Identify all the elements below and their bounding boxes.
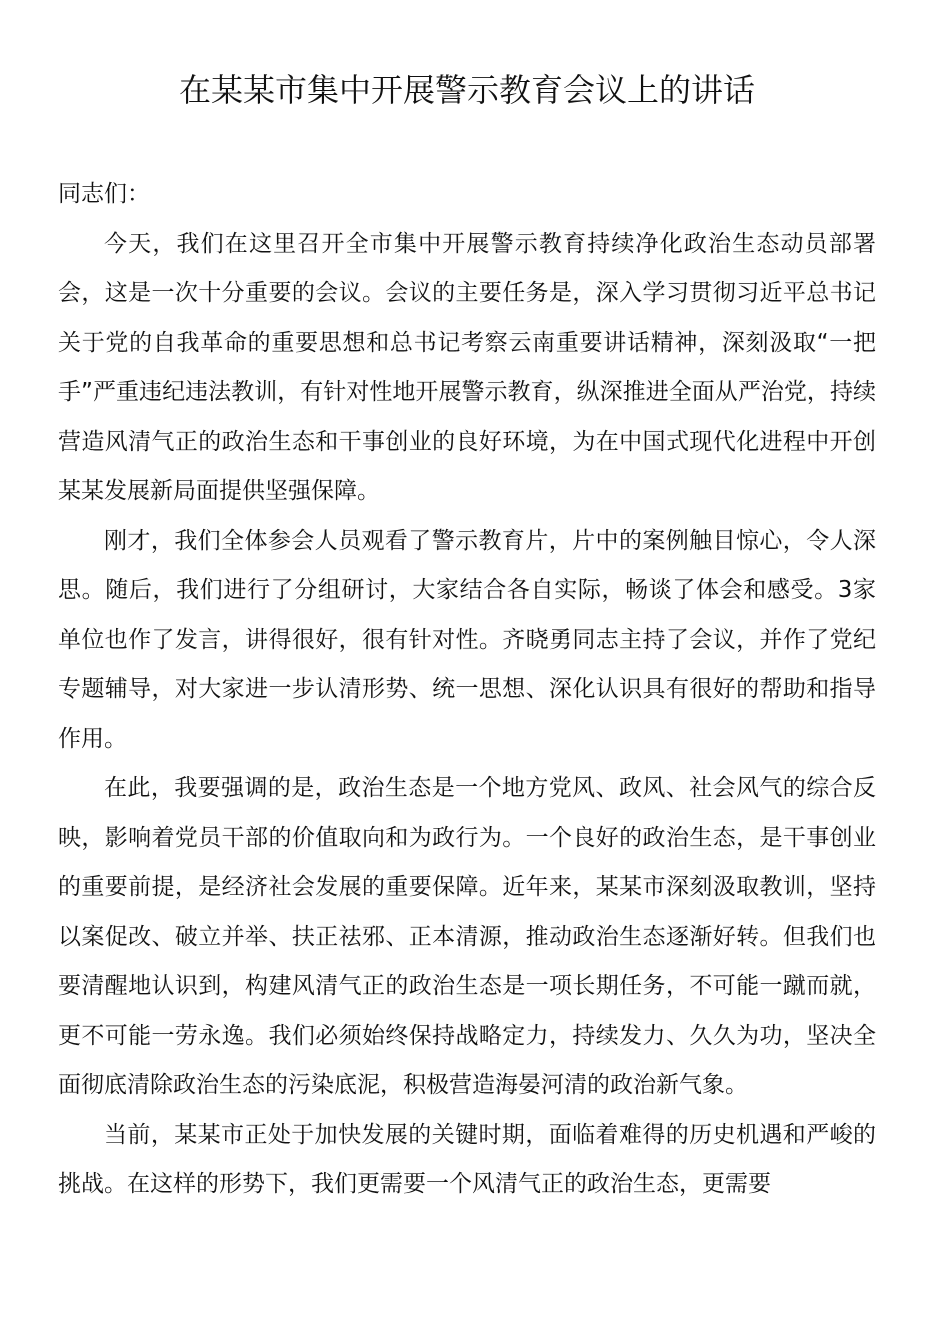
salutation: 同志们： bbox=[58, 181, 150, 207]
paragraph-3: 在此，我要强调的是，政治生态是一个地方党风、政风、社会风气的综合反映，影响着党员干部的价值取向和为政行为。一个良好的政治生态，是干事创业的重要前提，是经济社会发展的重要保障。近年来，某某市深刻汲取教训，坚持以案促改、破立并举、扶正祛邪、正本清源，推动政治生态逐渐好转。但我们也要清醒地认识到，构建风清气正的政治生态是一项长期任务，不可能一蹴而就，更不可能一劳永逸。我们必须始终保持战略定力，持续发力、久久为功，坚决全面彻底清除政治生态的污染底泥，积极营造海晏河清的政治新气象。 bbox=[58, 775, 876, 1098]
paragraph-4: 当前，某某市正处于加快发展的关键时期，面临着难得的历史机遇和严峻的挑战。在这样的形势下，我们更需要一个风清气正的政治生态，更需要 bbox=[58, 1121, 876, 1197]
paragraph-1: 今天，我们在这里召开全市集中开展警示教育持续净化政治生态动员部署会，这是一次十分重要的会议。会议的主要任务是，深入学习贯彻习近平总书记关于党的自我革命的重要思想和总书记考察云南重要讲话精神，深刻汲取“一把手”严重违纪违法教训，有针对性地开展警示教育，纵深推进全面从严治党，持续营造风清气正的政治生态和干事创业的良好环境，为在中国式现代化进程中开创某某发展新局面提供坚强保障。 bbox=[58, 230, 876, 504]
paragraph-2: 刚才，我们全体参会人员观看了警示教育片，片中的案例触目惊心，令人深思。随后，我们进行了分组研讨，大家结合各自实际，畅谈了体会和感受。3家单位也作了发言，讲得很好，很有针对性。齐晓勇同志主持了会议，并作了党纪专题辅导，对大家进一步认清形势、统一思想、深化认识具有很好的帮助和指导作用。 bbox=[58, 527, 876, 752]
document-title: 在某某市集中开展警示教育会议上的讲话 bbox=[178, 71, 755, 109]
